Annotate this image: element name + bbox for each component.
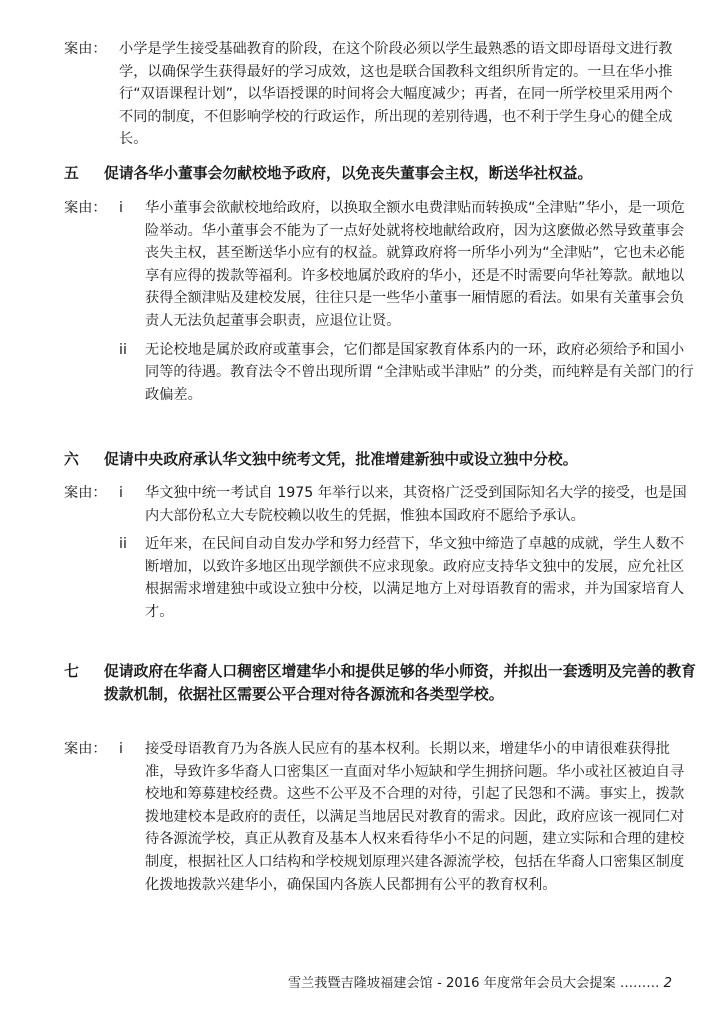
section-number: 七 [64, 663, 79, 680]
reason-item [64, 339, 694, 407]
item-numeral: i [119, 741, 123, 757]
section-5-heading [64, 163, 696, 186]
item-text: 无论校地是属於政府或董事会，它们都是国家教育体系内的一环，政府必须给予和国小同等的待遇。教育法令不曾出现所谓 “全津贴或半津贴” 的分类，而纯粹是有关部门的行政偏差。 [145, 341, 694, 403]
reason-label: 案由： [64, 200, 107, 216]
item-numeral: i [119, 200, 123, 216]
section-number: 六 [64, 451, 79, 468]
item-text: 华文独中统一考试自 1975 年举行以来，其资格广泛受到国际知名大学的接受，也是国内大部份私立大专院校赖以收生的凭据，惟独本国政府不愿给予承认。 [145, 485, 687, 524]
section-7-reason [64, 738, 694, 896]
reason-label: 案由： [64, 485, 107, 501]
page-number: 2 [663, 976, 672, 991]
item-text: 近年来，在民间自动自发办学和努力经营下，华文独中缔造了卓越的成就，学生人数不断增加，以致许多地区出现学额供不应求现象。政府应支持华文独中的发展，应允社区根据需求增建独中或设立独中分校，以满足地方上对母语教育的需求，并为国家培育人才。 [145, 536, 685, 620]
reason-label: 案由： [64, 41, 107, 57]
section-number: 五 [64, 165, 79, 182]
page-footer [288, 975, 672, 993]
item-numeral: ii [119, 536, 127, 553]
footer-text: 雪兰莪暨吉隆坡福建会馆 - 2016 年度常年会员大会提案 ……… [287, 976, 660, 991]
item-text: 接受母语教育乃为各族人民应有的基本权利。长期以来，增建华小的申请很难获得批准，导致许多华裔人口密集区一直面对华小短缺和学生拥挤问题。华小或社区被迫自寻校地和筹募建校经费。这些不公平及不合理的对待，引起了民怨和不满。事实上，拨款拨地建校本是政府的责任，以满足当地居民对教育的需求。因此，政府应该一视同仁对待各源流学校，真正从教育及基本人权来看待华小不足的问题，建立实际和合理的建校制度，根据社区人口结构和学校规划原理兴建各源流学校，包括在华裔人口密集区制度化拨地拨款兴建华小，确保国内各族人民都拥有公平的教育权利。 [145, 741, 685, 893]
reason-text: 小学是学生接受基础教育的阶段，在这个阶段必须以学生最熟悉的语文即母语母文进行教学，以确保学生获得最好的学习成效，这也是联合国教科文组织所肯定的。一旦在华小推行“双语课程计划”，以华语授课的时间将会大幅度减少；再者，在同一所学校里采用两个不同的制度，不但影响学校的行政运作，所出现的差别待遇，也不利于学生身心的健全成长。 [119, 41, 673, 148]
item-text: 华小董事会欲献校地给政府，以换取全额水电费津贴而转换成“全津贴”华小，是一项危险举动。华小董事会不能为了一点好处就将校地献给政府，因为这麽做必然导致董事会丧失主权，甚至断送华小应有的权益。就算政府将一所华小列为“全津贴”，它也未必能享有应得的拨款等福利。许多校地属於政府的华小，还是不时需要向华社筹款。献地以获得全额津贴及建校发展，往往只是一些华小董事一厢情愿的看法。如果有关董事会负责人无法负起董事会职责，应退位让贤。 [145, 200, 685, 329]
item-numeral: ii [119, 341, 127, 358]
intro-reason [64, 38, 684, 151]
reason-item [64, 197, 694, 333]
section-title: 促请中央政府承认华文独中统考文凭，批准增建新独中或设立独中分校。 [104, 451, 578, 468]
section-6-reason [64, 482, 694, 624]
reason-item [64, 482, 694, 527]
section-5-reason [64, 197, 694, 406]
reason-label: 案由： [64, 741, 107, 757]
reason-item [64, 738, 694, 896]
reason-item [64, 533, 694, 623]
section-title: 促请政府在华裔人口稠密区增建华小和提供足够的华小师资，并拟出一套透明及完善的教育拨款机制，依据社区需要公平合理对待各源流和各类型学校。 [104, 663, 696, 703]
section-6-heading [64, 449, 696, 472]
item-numeral: i [119, 485, 123, 501]
section-title: 促请各华小董事会勿献校地予政府，以免丧失董事会主权，断送华社权益。 [104, 165, 593, 182]
section-7-heading [64, 661, 696, 706]
